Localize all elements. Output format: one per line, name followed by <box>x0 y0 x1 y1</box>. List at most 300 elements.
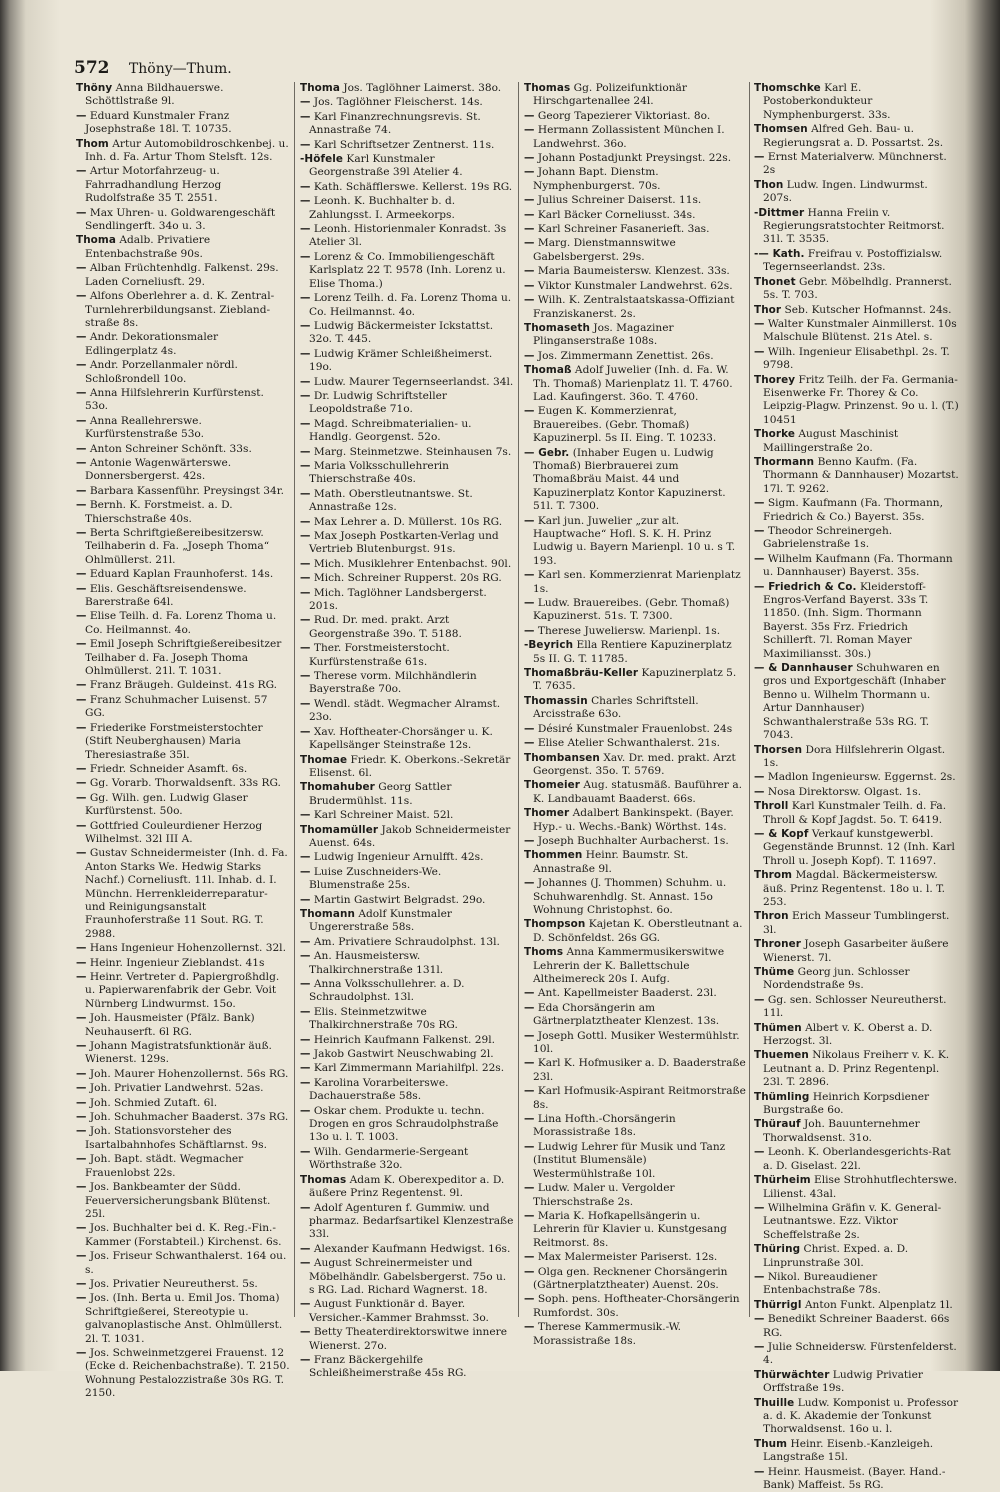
directory-entry <box>300 139 514 152</box>
directory-entry <box>754 1397 960 1437</box>
entry-details: Heinrich Korpsdiener Burgstraße 6o. <box>763 1090 930 1117</box>
entry-details: Viktor Kunstmaler Landwehrst. 62s. <box>537 279 733 292</box>
directory-entry <box>76 957 290 970</box>
entry-surname: — <box>76 109 87 122</box>
entry-surname: Thonet <box>754 275 796 288</box>
entry-details: Leonh. K. Buchhalter b. d. Zahlungsst. I. Armeekorps. <box>309 195 456 221</box>
entry-details: Lorenz Teilh. d. Fa. Lorenz Thoma u. Co. Heilmannst. 4o. <box>309 292 512 318</box>
entry-surname: — <box>76 1067 87 1080</box>
directory-entry <box>76 82 290 109</box>
entry-surname: Thümling <box>754 1090 810 1103</box>
directory-entry <box>76 415 290 442</box>
directory-entry <box>754 1299 960 1312</box>
entry-surname: Thüme <box>754 966 795 978</box>
entry-surname: Thomschke <box>754 82 821 94</box>
directory-entry <box>300 1006 514 1033</box>
entry-surname: — <box>300 96 311 109</box>
entry-details: Marg. Dienstmannswitwe Gabelsbergerst. 29s. <box>533 237 676 263</box>
entry-surname: Thomaseth <box>524 321 590 334</box>
column-divider <box>518 82 519 1317</box>
entry-details: Ludwig Bäckermeister Ickstattst. 32o. T. 445. <box>309 319 494 346</box>
entry-surname: — <box>524 877 535 890</box>
entry-details: Kajetan K. Oberstleutnant a. D. Schönfeldst. 26s GG. <box>533 918 743 944</box>
entry-details: Soph. pens. Hoftheater-Chorsängerin Rumfordst. 30s. <box>533 1293 740 1319</box>
directory-entry <box>524 322 746 349</box>
entry-surname: — <box>76 499 87 512</box>
directory-entry <box>300 348 514 375</box>
directory-entry <box>300 1243 514 1256</box>
entry-details: Fritz Teilh. der Fa. Germania-Eisenwerke Fr. Thorey & Co. Leipzig-Plagw. Prinzenst. 9o u. l. (T.) 10451 <box>763 373 959 426</box>
directory-entry <box>76 1111 290 1124</box>
entry-details: Ludwig Ingenieur Arnulfft. 42s. <box>313 851 484 864</box>
directory-entry <box>76 457 290 484</box>
entry-details: Joseph Buchhalter Aurbacherst. 1s. <box>537 834 729 847</box>
entry-surname: — <box>76 791 87 804</box>
directory-entry <box>300 153 514 180</box>
entry-surname: — <box>524 405 535 418</box>
directory-entry <box>300 670 514 697</box>
directory-entry <box>300 111 514 138</box>
directory-entry <box>754 800 960 827</box>
directory-entry <box>76 165 290 205</box>
directory-entry <box>76 234 290 261</box>
entry-surname: — & Dannhauser <box>754 662 853 675</box>
entry-surname: — <box>76 1012 87 1025</box>
directory-entry <box>300 698 514 725</box>
entry-details: Therese Kammermusik.-W. Morassistraße 18s. <box>533 1321 681 1347</box>
entry-details: Ludw. Maurer Tegernseerlandst. 34l. <box>313 375 514 388</box>
entry-details: Gebr. Möbelhdlg. Prannerst. 5s. T. 703. <box>763 275 952 302</box>
entry-details: Joh. Stationsvorsteher des Isartalbahnhofes Schäftlarnst. 9s. <box>85 1125 267 1151</box>
entry-surname: — <box>300 1298 311 1311</box>
entry-details: Anna Reallehrerswe. Kurfürstenstraße 53o. <box>85 414 204 441</box>
entry-surname: -Beyrich <box>524 639 574 652</box>
directory-entry <box>524 447 746 514</box>
entry-surname: — <box>76 262 87 275</box>
entry-surname: Thomer <box>524 807 570 820</box>
directory-entry <box>524 350 746 363</box>
entry-surname: — <box>524 349 535 362</box>
directory-entry <box>754 662 960 742</box>
entry-details: Max Malermeister Pariserst. 12s. <box>537 1251 718 1264</box>
entry-surname: Thoma <box>300 82 340 94</box>
entry-surname: Thomahuber <box>300 781 375 794</box>
directory-entry <box>754 1091 960 1118</box>
entry-surname: — <box>76 165 87 178</box>
entry-details: Dora Hilfslehrerin Olgast. 1s. <box>763 743 946 769</box>
entry-surname: Thuille <box>754 1396 795 1409</box>
entry-details: Anna Bildhauerswe. Schöttlstraße 9l. <box>85 82 224 108</box>
directory-entry <box>524 294 746 321</box>
directory-entry <box>754 1022 960 1049</box>
entry-details: Sigm. Kaufmann (Fa. Thormann, Friedrich & Co.) Bayerst. 35s. <box>763 497 943 523</box>
entry-surname: — <box>754 1465 765 1478</box>
entry-surname: — <box>300 319 311 332</box>
entry-surname: Thümen <box>754 1021 802 1034</box>
directory-entry <box>754 1438 960 1465</box>
entry-surname: — <box>300 195 311 208</box>
directory-entry <box>524 82 746 109</box>
entry-surname: — <box>76 679 87 692</box>
entry-surname: — <box>524 987 535 1000</box>
entry-details: Martin Gastwirt Belgradst. 29o. <box>313 893 486 906</box>
entry-details: Leonh. K. Oberlandesgerichts-Rat a. D. Giselast. 22l. <box>763 1146 951 1172</box>
directory-entry <box>76 792 290 819</box>
directory-entry <box>300 1202 514 1242</box>
directory-entry <box>754 318 960 345</box>
entry-details: Oskar chem. Produkte u. techn. Drogen en gros Schraudolphstraße 13o u. l. T. 1003. <box>309 1104 499 1144</box>
entry-details: Kapuzinerplatz 5. T. 7635. <box>533 667 737 693</box>
entry-details: Madlon Ingenieursw. Eggernst. 2s. <box>767 771 956 784</box>
directory-entry <box>76 359 290 386</box>
directory-entry <box>76 110 290 137</box>
entry-details: Eduard Kaplan Fraunhoferst. 14s. <box>89 568 274 581</box>
directory-entry <box>754 1466 960 1492</box>
directory-entry <box>76 443 290 456</box>
entry-details: Christ. Exped. a. D. Linprunstraße 30l. <box>763 1243 909 1269</box>
directory-entry <box>76 207 290 234</box>
entry-details: Albert v. K. Oberst a. D. Herzogst. 3l. <box>763 1021 933 1048</box>
entry-details: Elis. Geschäftsreisendenswe. Barerstraße 64l. <box>85 582 247 609</box>
entry-surname: — <box>300 1201 311 1214</box>
directory-entry <box>524 835 746 848</box>
directory-entry <box>300 195 514 222</box>
entry-surname: — <box>524 194 535 207</box>
directory-entry <box>754 497 960 524</box>
entry-details: Hermann Zollassistent München I. Landwehrst. 36o. <box>533 124 725 150</box>
directory-entry <box>754 786 960 799</box>
entry-details: Mich. Taglöhner Landsbergerst. 201s. <box>309 586 487 613</box>
entry-details: Karl E. Postoberkondukteur Nymphenburgerst. 33s. <box>763 82 891 121</box>
directory-entry <box>754 1174 960 1201</box>
entry-surname: Thoma <box>76 234 116 247</box>
entry-surname: — <box>300 670 311 683</box>
entry-details: Georg Sattler Brudermühlst. 11s. <box>309 781 452 807</box>
directory-entry <box>300 181 514 194</box>
directory-entry <box>300 587 514 614</box>
entry-details: Jos. Magaziner Plinganserstraße 108s. <box>533 321 674 348</box>
directory-entry <box>524 1251 746 1264</box>
directory-entry <box>300 1077 514 1104</box>
entry-surname: — <box>524 569 535 582</box>
directory-entry <box>76 1292 290 1346</box>
entry-details: Mich. Musiklehrer Entenbachst. 90l. <box>313 557 512 570</box>
entry-surname: — <box>300 614 311 627</box>
entry-surname: — <box>300 1242 311 1255</box>
entry-surname: — <box>300 250 311 263</box>
column-divider <box>749 82 750 1317</box>
entry-details: Magd. Schreibmaterialien- u. Handlg. Georgenst. 52o. <box>309 417 472 444</box>
directory-entry <box>524 405 746 445</box>
entry-surname: — <box>754 552 765 565</box>
directory-entry <box>524 1293 746 1320</box>
entry-surname: Thompson <box>524 918 586 931</box>
entry-details: Adolf Juwelier (Inh. d. Fa. W. Th. Thomaß) Marienplatz 1l. T. 4760. Lad. Kaufingerst. 36o. T. 4760. <box>533 364 733 403</box>
directory-entry <box>754 428 960 455</box>
directory-entry <box>76 1012 290 1039</box>
entry-details: Heinr. Baumstr. St. Annastraße 9l. <box>533 849 689 875</box>
entry-surname: — <box>524 1029 535 1042</box>
entry-details: Heinr. Ingenieur Zieblandst. 41s <box>89 956 265 969</box>
directory-entry <box>300 726 514 753</box>
entry-surname: — <box>76 442 87 455</box>
entry-surname: — <box>76 290 87 303</box>
entry-details: Ther. Forstmeisterstocht. Kurfürstenstraße 61s. <box>309 642 450 668</box>
entry-surname: Thürauf <box>754 1118 801 1131</box>
entry-details: Alban Früchtenhdlg. Falkenst. 29s. Laden Corneliusft. 29. <box>85 262 279 288</box>
entry-surname: — <box>76 1125 87 1138</box>
entry-details: Karl Schreiner Maist. 52l. <box>313 809 454 822</box>
entry-details: Aug. statusmäß. Bauführer a. K. Landbauamt Baaderst. 66s. <box>533 779 743 805</box>
directory-entry <box>76 138 290 165</box>
entry-surname: — <box>76 527 87 539</box>
entry-details: Gottfried Couleurdiener Herzog Wilhelmst. 32l III A. <box>85 819 263 845</box>
entry-details: Ludw. Ingen. Lindwurmst. 207s. <box>763 178 928 205</box>
entry-surname: Thomae <box>300 753 348 766</box>
entry-surname: Thöny <box>76 82 113 94</box>
entry-details: Emil Joseph Schriftgießereibesitzer Teilhaber d. Fa. Joseph Thoma Ohlmüllerst. 21l. T. 1031. <box>85 638 282 678</box>
entry-details: Karl Bäcker Corneliusst. 34s. <box>537 208 696 221</box>
entry-details: Antonie Wagenwärterswe. Donnersbergerst. 42s. <box>85 456 232 483</box>
entry-surname: Throm <box>754 869 793 882</box>
entry-surname: — <box>300 809 311 822</box>
entry-details: Johann Bapt. Dienstm. Nymphenburgerst. 70s. <box>533 166 661 192</box>
entry-surname: — <box>524 834 535 847</box>
entry-details: Karl Schriftsetzer Zentnerst. 11s. <box>313 138 495 151</box>
entry-surname: — <box>524 1113 535 1126</box>
entry-surname: — <box>300 950 311 963</box>
entry-details: Barbara Kassenführ. Preysingst 34r. <box>89 484 284 497</box>
entry-details: Adalb. Privatiere Entenbachstraße 90s. <box>85 234 211 260</box>
entry-details: Wilhelm Kaufmann (Fa. Thormann u. Dannhauser) Bayerst. 35s. <box>763 552 953 579</box>
directory-entry <box>754 581 960 661</box>
entry-details: Franz Bräugeh. Guldeinst. 41s RG. <box>89 679 278 692</box>
entry-details: Ludw. Brauereibes. (Gebr. Thomaß) Kapuzinerst. 51s. T. 7300. <box>533 597 730 623</box>
entry-surname: — <box>76 1111 87 1124</box>
entry-details: Ludwig Krämer Schleißheimerst. 19o. <box>309 347 493 374</box>
entry-surname: — <box>300 389 311 402</box>
entry-surname: — <box>76 693 87 706</box>
entry-surname: — <box>300 180 311 193</box>
entry-details: Erich Masseur Tumblingerst. 3l. <box>763 910 950 936</box>
entry-details: Therese Juweliersw. Marienpl. 1s. <box>537 624 721 637</box>
entry-details: Anna Hilfslehrerin Kurfürstenst. 53o. <box>85 386 264 413</box>
entry-details: Karl Kunstmaler Georgenstraße 39l Atelier 4. <box>309 153 463 179</box>
entry-details: Jos. (Inh. Berta u. Emil Jos. Thoma) Schriftgießerei, Stereotypie u. galvanoplastische Anst. Ohlmüllerst. 2l. T. 1031. <box>85 1292 283 1345</box>
entry-details: Karl K. Hofmusiker a. D. Baaderstraße 23l. <box>533 1057 746 1083</box>
entry-details: Hanna Freiin v. Regierungsratstochter Reitmorst. 31l. T. 3535. <box>763 206 945 246</box>
directory-entry <box>524 364 746 404</box>
directory-entry <box>300 460 514 487</box>
entry-surname: — Gebr. <box>524 446 570 459</box>
entry-surname: Thorke <box>754 428 796 441</box>
entry-details: Dr. Ludwig Schriftsteller Leopoldstraße 71o. <box>309 389 447 416</box>
entry-details: Nikolaus Freiherr v. K. K. Leutnant a. D. Prinz Regentenpl. 23l. T. 2896. <box>763 1049 950 1089</box>
directory-entry <box>76 610 290 637</box>
directory-entry <box>76 1125 290 1152</box>
entry-surname: — <box>524 514 535 527</box>
entry-details: Joseph Gottl. Musiker Westermühlstr. 10l. <box>533 1029 740 1056</box>
directory-entry <box>300 488 514 515</box>
directory-entry <box>300 320 514 347</box>
entry-surname: — <box>524 223 535 236</box>
entry-surname: — <box>76 1346 87 1359</box>
directory-entry <box>300 894 514 907</box>
directory-entry <box>76 777 290 790</box>
entry-details: Benno Kaufm. (Fa. Thormann & Dannhauser) Mozartst. 17l. T. 9262. <box>763 455 959 495</box>
directory-entry <box>76 1040 290 1067</box>
entry-surname: Thomeier <box>524 779 581 792</box>
entry-surname: Thürwächter <box>754 1368 830 1381</box>
entry-details: Maria Volksschullehrerin Thierschstraße 40s. <box>309 459 449 486</box>
entry-surname: — <box>754 1146 765 1159</box>
entry-details: Xav. Dr. med. prakt. Arzt Georgenst. 35o. T. 5769. <box>533 751 736 777</box>
directory-entry <box>300 754 514 781</box>
entry-surname: Thum <box>754 1437 788 1450</box>
entry-surname: — <box>524 1001 535 1014</box>
entry-surname: — <box>300 642 311 655</box>
entry-details: Elise Strohhutflechterswe. Lilienst. 43al. <box>763 1174 958 1200</box>
entry-surname: — <box>300 417 311 430</box>
directory-entry <box>524 1210 746 1250</box>
entry-details: Gg. Polizeifunktionär Hirschgartenallee 24l. <box>533 82 687 108</box>
entry-surname: Thron <box>754 910 789 923</box>
entry-surname: — <box>76 956 87 969</box>
entry-details: Gustav Schneidermeister (Inh. d. Fa. Anton Starks We. Hedwig Starks Nachf.) Corneliusft. 11l. Inhab. d. I. Münchn. Herrenkleiderreparatur- und Reinigungsanstalt Fraunhoferstraße 11 Sout. RG. T. 2988. <box>85 847 288 940</box>
entry-surname: — <box>300 292 311 305</box>
running-title: Thöny—Thum. <box>128 61 232 77</box>
entry-surname: Thürrigl <box>754 1298 802 1311</box>
entry-surname: — <box>524 597 535 610</box>
entry-surname: — <box>754 151 765 164</box>
entry-details: Johann Postadjunkt Preysingst. 22s. <box>537 152 732 165</box>
entry-details: Karl jun. Juwelier „zur alt. Hauptwache“ Hofl. S. K. H. Prinz Ludwig u. Bayern Marienpl. 10 u. s T. 193. <box>533 514 736 567</box>
entry-surname: — <box>524 1085 535 1098</box>
entry-surname: — <box>754 345 765 358</box>
directory-entry <box>754 1271 960 1298</box>
entry-details: Jos. Zimmermann Zenettist. 26s. <box>537 349 714 362</box>
entry-details: Jos. Bankbeamter der Südd. Feuerversicherungsbank Blütenst. 25l. <box>85 1181 271 1220</box>
directory-entry <box>754 525 960 552</box>
entry-surname: — <box>524 166 535 179</box>
entry-surname: — <box>300 459 311 472</box>
directory-entry <box>754 1202 960 1242</box>
entry-details: Ludwig Privatier Orffstraße 19s. <box>763 1368 923 1395</box>
column-2 <box>300 82 514 1380</box>
directory-entry <box>76 1082 290 1095</box>
directory-entry <box>300 1257 514 1297</box>
directory-entry <box>76 262 290 289</box>
entry-details: Jos. Schweinmetzgerei Frauenst. 12 (Ecke d. Reichenbachstraße). T. 2150. Wohnung Pestalozzistraße 30s RG. T. 2150. <box>85 1346 290 1400</box>
directory-entry <box>754 248 960 275</box>
entry-surname: Thommen <box>524 849 583 862</box>
entry-surname: Thom <box>76 137 109 150</box>
entry-details: Xav. Hoftheater-Chorsänger u. K. Kapellsänger Steinstraße 12s. <box>309 725 493 752</box>
entry-details: Karl Finanzrechnungsrevis. St. Annastraße 74. <box>309 110 481 137</box>
entry-surname: Thor <box>754 303 782 316</box>
entry-details: Heinr. Hausmeist. (Bayer. Hand.-Bank) Maffeist. 5s RG. <box>763 1465 946 1492</box>
entry-details: Heinr. Eisenb.-Kanzleigeh. Langstraße 15l. <box>763 1437 934 1464</box>
directory-entry <box>300 1105 514 1145</box>
entry-details: Karl Kunstmaler Teilh. d. Fa. Throll & Kopf Jagdst. 5o. T. 6419. <box>763 800 947 826</box>
entry-surname: — <box>300 1326 311 1339</box>
directory-entry <box>300 376 514 389</box>
directory-entry <box>300 824 514 851</box>
entry-surname: — <box>76 1250 87 1263</box>
entry-surname: Thürheim <box>754 1174 811 1187</box>
entry-surname: Thombansen <box>524 751 600 764</box>
directory-entry <box>754 994 960 1021</box>
entry-surname: — <box>300 893 311 906</box>
entry-surname: — <box>524 152 535 165</box>
entry-details: Olga gen. Recknener Chorsängerin (Gärtnerplatztheater) Auenst. 20s. <box>533 1265 728 1291</box>
directory-entry <box>754 869 960 909</box>
entry-surname: — <box>300 697 311 710</box>
entry-details: August Funktionär d. Bayer. Versicher.-Kammer Brahmsst. 3o. <box>309 1298 489 1324</box>
entry-surname: — <box>76 971 87 983</box>
directory-entry <box>300 851 514 864</box>
entry-details: Jos. Friseur Schwanthalerst. 164 ou. s. <box>85 1250 287 1276</box>
entry-surname: — <box>300 935 311 948</box>
directory-entry <box>300 614 514 641</box>
entry-details: August Schreinermeister und Möbelhändlr. Gabelsbergerst. 75o u. s RG. Lad. Richard Wagnerst. 18. <box>309 1257 507 1296</box>
directory-entry <box>300 1146 514 1173</box>
entry-surname: Thorey <box>754 373 796 386</box>
entry-surname: — <box>524 1293 535 1306</box>
directory-entry <box>754 304 960 317</box>
directory-entry <box>754 966 960 993</box>
directory-entry <box>524 1141 746 1181</box>
entry-surname: — <box>300 347 311 360</box>
entry-details: Lina Hofth.-Chorsängerin Morassistraße 18s. <box>533 1113 676 1139</box>
entry-details: Elis. Steinmetzwitwe Thalkirchnerstraße 70s RG. <box>309 1005 458 1032</box>
column-divider <box>294 82 295 1317</box>
directory-entry <box>524 946 746 986</box>
entry-surname: Thomaßbräu-Keller <box>524 667 639 680</box>
directory-entry <box>524 265 746 278</box>
directory-entry <box>754 346 960 373</box>
entry-details: Adolf Kunstmaler Ungererstraße 58s. <box>309 907 452 934</box>
entry-surname: — <box>76 359 87 372</box>
entry-surname: — & Kopf <box>754 827 809 840</box>
directory-entry <box>754 123 960 150</box>
directory-entry <box>76 331 290 358</box>
entry-surname: — <box>300 1005 311 1018</box>
page-header <box>74 58 954 82</box>
directory-entry <box>76 722 290 762</box>
entry-surname: Thoms <box>524 946 564 959</box>
entry-surname: — <box>76 331 87 344</box>
entry-surname: Thomsen <box>754 123 808 136</box>
entry-details: Joh. Bauunternehmer Thorwaldsenst. 31o. <box>763 1118 920 1144</box>
directory-entry <box>76 1250 290 1277</box>
directory-entry <box>300 642 514 669</box>
entry-details: Gg. Wilh. gen. Ludwig Glaser Kurfürstenst. 50o. <box>85 791 248 818</box>
entry-details: Max Joseph Postkarten-Verlag und Vertrieb Blutenburgst. 91s. <box>309 530 499 556</box>
entry-details: Joh. Hausmeister (Pfälz. Bank) Neuhauserft. 6l RG. <box>85 1012 255 1038</box>
entry-surname: — <box>754 1313 765 1326</box>
directory-entry <box>76 485 290 498</box>
directory-entry <box>754 1369 960 1396</box>
entry-surname: -Höfele <box>300 153 344 166</box>
entry-details: (Inhaber Eugen u. Ludwig Thomaß) Bierbrauerei zum Thomaßbräu Maist. 44 und Kapuzinerplatz Kontor Kapuzinerst. 51l. T. 7300. <box>533 446 726 513</box>
directory-entry <box>524 807 746 834</box>
entry-details: Joh. Bapt. städt. Wegmacher Frauenlobst 22s. <box>85 1153 244 1179</box>
entry-surname: — <box>76 777 87 790</box>
directory-entry <box>76 1153 290 1180</box>
entry-surname: Thomassin <box>524 694 588 707</box>
entry-surname: — <box>300 445 311 458</box>
